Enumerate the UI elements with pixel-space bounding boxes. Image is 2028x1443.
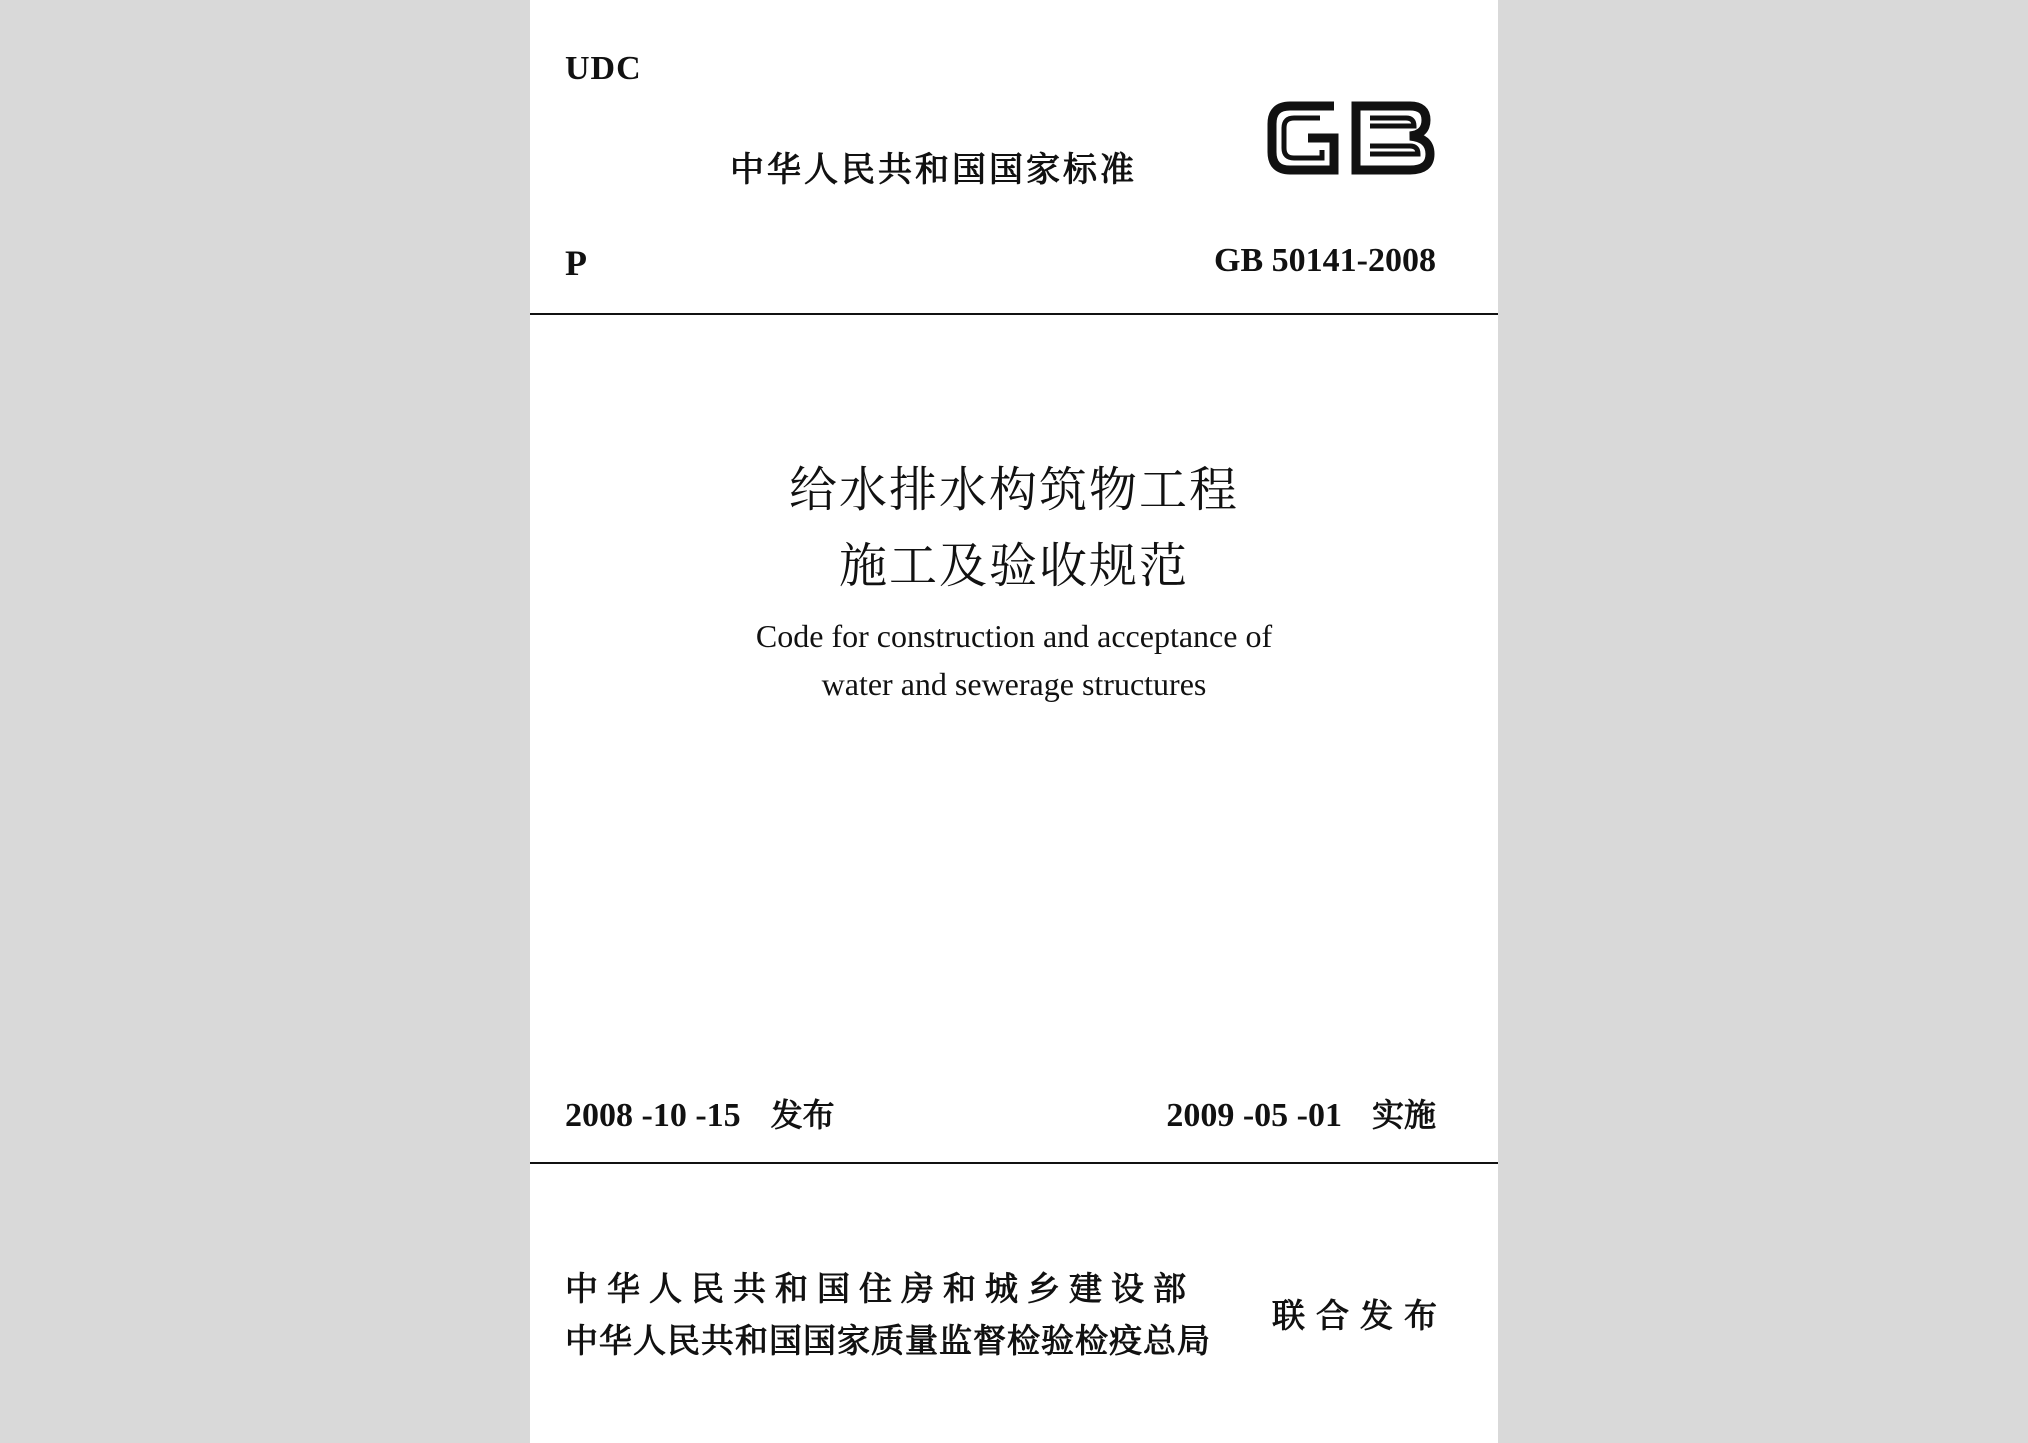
title-en-line-2: water and sewerage structures (821, 666, 1207, 702)
classification-code: P (565, 243, 587, 283)
issue-date: 2008 -10 -15 (565, 1097, 741, 1134)
implement-date: 2009 -05 -01 (1166, 1097, 1342, 1134)
standard-cover-page (530, 0, 1498, 1443)
gb-logo-icon (1260, 88, 1440, 188)
standard-number: GB 50141-2008 (1214, 242, 1436, 279)
issue-date-row (565, 1090, 835, 1136)
title-zh-line-2: 施工及验收规范 (838, 538, 1189, 594)
issuers-block (565, 1263, 1211, 1367)
footer-divider (530, 1162, 1498, 1164)
title-zh-line-1: 给水排水构筑物工程 (788, 462, 1239, 518)
title-en-line-1: Code for construction and acceptance of (755, 618, 1273, 654)
issue-label: 发布 (770, 1096, 835, 1134)
udc-label: UDC (565, 50, 642, 87)
title-block (530, 452, 1498, 708)
standard-type-heading: 中华人民共和国国家标准 (730, 150, 1137, 190)
joint-issue-label: 联合发布 (1272, 1296, 1448, 1335)
issuer-aqsiq: 中华人民共和国国家质量监督检验检疫总局 (565, 1321, 1211, 1360)
issuer-ministry: 中华人民共和国住房和城乡建设部 (565, 1269, 1195, 1308)
header-divider (530, 313, 1498, 315)
implement-label: 实施 (1371, 1096, 1436, 1134)
implement-date-row (1166, 1090, 1436, 1136)
